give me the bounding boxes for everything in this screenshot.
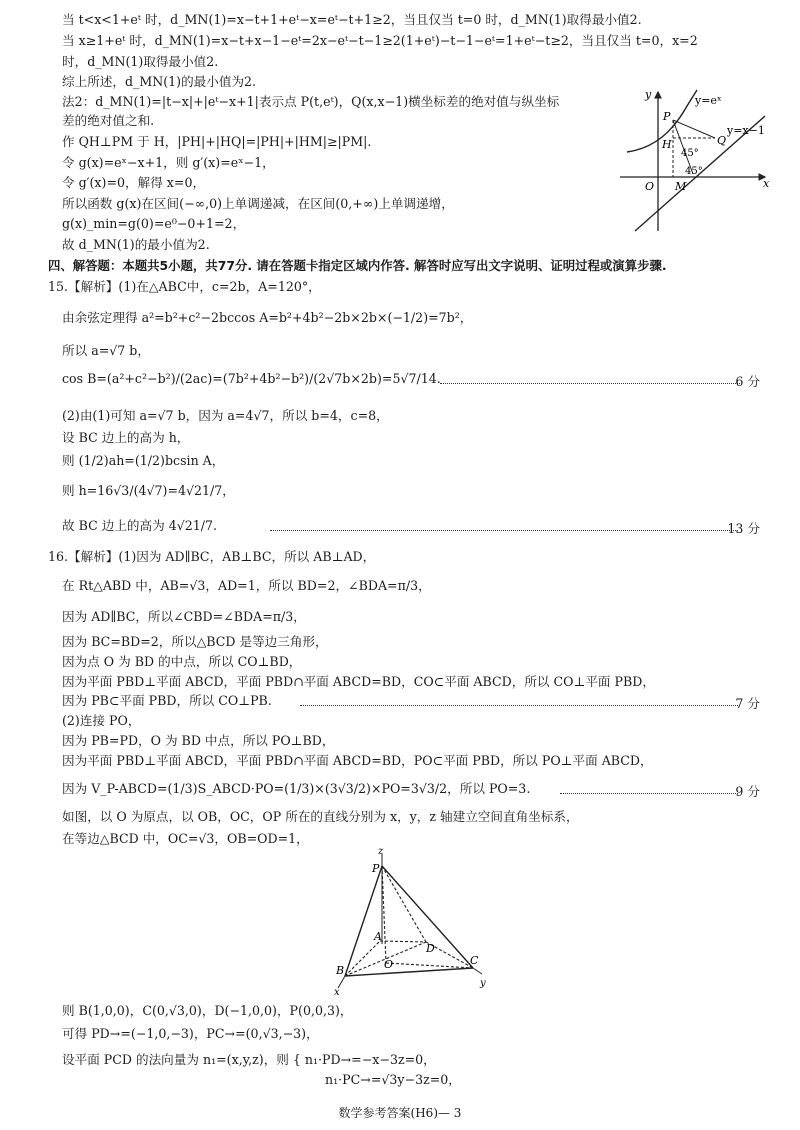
dot-leader — [270, 530, 738, 531]
angle-label: 45° — [685, 166, 703, 177]
q16-line: 因为 PB=PD，O 为 BD 中点，所以 PO⊥BD， — [62, 733, 335, 748]
q16-line: 因为 PB⊂平面 PBD，所以 CO⊥PB. — [62, 693, 272, 708]
q15-line: 所以 a=√7 b， — [62, 343, 150, 358]
text-line: 当 x≥1+eᵗ 时，d_MN(1)=x−t+x−1−eᵗ=2x−eᵗ−t−1≥2(1+eᵗ)−t−1−eᵗ=1+eᵗ−t≥2，当且仅当 t=0，x=2 — [62, 33, 698, 48]
q16-line: 则 B(1,0,0)，C(0,√3,0)，D(−1,0,0)，P(0,0,3)， — [62, 1003, 353, 1018]
text-line: 法2：d_MN(1)=|t−x|+|eᵗ−x+1|表示点 P(t,eᵗ)，Q(x,x−1)横坐标差的绝对值与纵坐标 — [62, 94, 560, 109]
q15-line: 则 h=16√3/(4√7)=4√21/7， — [62, 483, 235, 498]
curve-label: y=eˣ — [695, 94, 722, 107]
axis-x-label: x — [334, 987, 340, 998]
q16-line: 因为平面 PBD⊥平面 ABCD，平面 PBD∩平面 ABCD=BD，CO⊂平面 ABCD，所以 CO⊥平面 PBD， — [62, 674, 655, 689]
page-footer: 数学参考答案(H6)— 3 — [338, 1106, 462, 1120]
point-h: H — [662, 138, 672, 151]
dot-leader — [300, 705, 738, 706]
q16-line: 因为 AD∥BC，所以∠CBD=∠BDA=π/3， — [62, 609, 306, 624]
text-line: 综上所述，d_MN(1)的最小值为2. — [62, 74, 257, 89]
q15-line: cos B=(a²+c²−b²)/(2ac)=(7b²+4b²−b²)/(2√7b×2b)=5√7/14. — [62, 371, 441, 386]
score-label: 9 分 — [735, 784, 760, 799]
axis-z-label: z — [378, 848, 384, 857]
q15-line: 设 BC 边上的高为 h， — [62, 430, 190, 445]
q16-line: 如图，以 O 为原点，以 OB，OC，OP 所在的直线分别为 x，y，z 轴建立空间直角坐标系， — [62, 809, 579, 824]
pyramid-diagram — [330, 848, 500, 998]
dot-leader — [560, 793, 738, 794]
origin-o: O — [645, 180, 655, 193]
vertex-b: B — [336, 964, 345, 977]
angle-label: 45° — [681, 148, 699, 159]
q16-line: 在 Rt△ABD 中，AB=√3，AD=1，所以 BD=2，∠BDA=π/3， — [62, 578, 431, 593]
q16-line: 可得 PD→=(−1,0,−3)，PC→=(0,√3,−3)， — [62, 1026, 319, 1041]
q16-line: n₁·PC→=√3y−3z=0， — [325, 1072, 461, 1087]
q16-line: 设平面 PCD 的法向量为 n₁=(x,y,z)，则 { n₁·PD→=−x−3z=0， — [62, 1052, 436, 1067]
q16-line: 16.【解析】(1)因为 AD∥BC，AB⊥BC，所以 AB⊥AD， — [48, 549, 376, 564]
text-line: 所以函数 g(x)在区间(−∞,0)上单调递减，在区间(0,+∞)上单调递增， — [62, 196, 454, 211]
point-m: M — [675, 180, 687, 193]
x-axis-label: x — [763, 177, 770, 190]
q16-line: 因为点 O 为 BD 的中点，所以 CO⊥BD， — [62, 654, 302, 669]
q16-line: 因为 BC=BD=2，所以△BCD 是等边三角形， — [62, 634, 328, 649]
vertex-a: A — [374, 930, 382, 943]
q15-line: (2)由(1)可知 a=√7 b，因为 a=4√7，所以 b=4，c=8， — [62, 408, 389, 423]
q16-line: 因为平面 PBD⊥平面 ABCD，平面 PBD∩平面 ABCD=BD，PO⊂平面 PBD，所以 PO⊥平面 ABCD， — [62, 753, 653, 768]
y-axis-label: y — [645, 88, 652, 101]
q16-line: (2)连接 PO， — [62, 713, 141, 728]
q15-line: 15.【解析】(1)在△ABC中，c=2b，A=120°， — [48, 279, 321, 294]
score-label: 13 分 — [727, 521, 760, 536]
point-q: Q — [717, 134, 727, 147]
line-label: y=x−1 — [727, 124, 765, 137]
text-line: 故 d_MN(1)的最小值为2. — [62, 237, 210, 252]
origin-o: O — [384, 958, 394, 971]
vertex-d: D — [426, 942, 435, 955]
text-line: 当 t<x<1+eᵗ 时，d_MN(1)=x−t+1+eᵗ−x=eᵗ−t+1≥2，当且仅当 t=0 时，d_MN(1)取得最小值2. — [62, 12, 642, 27]
score-label: 7 分 — [735, 696, 760, 711]
q16-line: 因为 V_P-ABCD=(1/3)S_ABCD·PO=(1/3)×(3√3/2)×PO=3√3/2，所以 PO=3. — [62, 781, 531, 796]
exp-line-graph — [615, 86, 775, 236]
q15-line: 则 (1/2)ah=(1/2)bcsin A， — [62, 453, 225, 468]
point-p: P — [663, 110, 671, 123]
q15-line: 由余弦定理得 a²=b²+c²−2bccos A=b²+4b²−2b×2b×(−1/2)=7b²， — [62, 310, 473, 325]
section-heading: 四、解答题：本题共5小题，共77分. 请在答题卡指定区域内作答. 解答时应写出文字说明、证明过程或演算步骤. — [48, 258, 667, 273]
dot-leader — [440, 383, 740, 384]
text-line: 令 g′(x)=0，解得 x=0， — [62, 175, 206, 190]
text-line: 差的绝对值之和. — [62, 113, 155, 128]
score-label: 6 分 — [735, 374, 760, 389]
text-line: 令 g(x)=eˣ−x+1，则 g′(x)=eˣ−1， — [62, 155, 275, 170]
q15-line: 故 BC 边上的高为 4√21/7. — [62, 518, 218, 533]
text-line: 时，d_MN(1)取得最小值2. — [62, 54, 219, 69]
text-line: g(x)_min=g(0)=e⁰−0+1=2， — [62, 216, 246, 231]
text-line: 作 QH⊥PM 于 H，|PH|+|HQ|=|PH|+|HM|≥|PM|. — [62, 134, 372, 149]
q16-line: 在等边△BCD 中，OC=√3，OB=OD=1， — [62, 831, 309, 846]
axis-y-label: y — [480, 978, 486, 989]
vertex-c: C — [470, 954, 479, 967]
vertex-p: P — [372, 862, 380, 875]
